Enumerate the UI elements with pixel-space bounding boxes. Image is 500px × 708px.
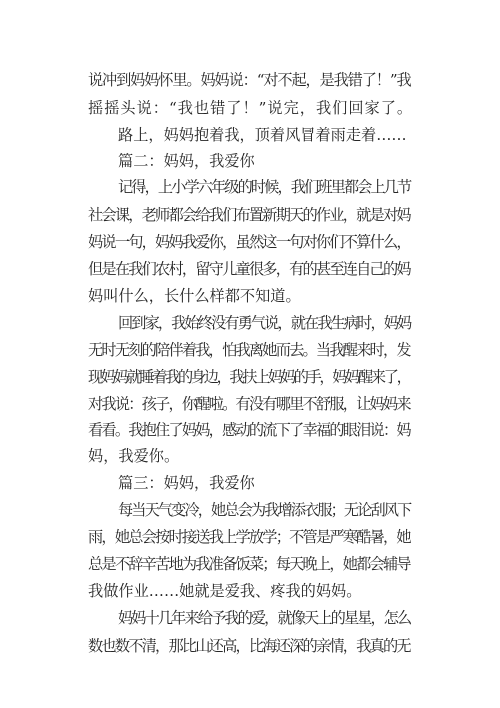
text-line: 妈说一句，妈妈我爱你，虽然这一句对你们不算什么，: [88, 233, 410, 251]
text-line: 妈叫什么，长什么样都不知道。: [88, 287, 301, 305]
text-line: 但是在我们农村，留守儿童很多，有的甚至连自己的妈: [88, 260, 410, 278]
text-line: 看看。我抱住了妈妈，感动的流下了幸福的眼泪说：妈: [88, 421, 410, 439]
text-line: 现妈妈就睡着我的身边，我扶上妈妈的手，妈妈醒来了，: [88, 368, 410, 386]
text-line: 妈妈十几年来给予我的爱，就像天上的星星，怎么: [118, 609, 411, 627]
text-line: 路上，妈妈抱着我，顶着风冒着雨走着……: [118, 126, 407, 144]
text-line: 回到家，我始终没有勇气说，就在我生病时，妈妈: [118, 314, 411, 332]
text-line: 摇摇头说：“我也错了！”说完，我们回家了。: [88, 99, 414, 117]
section-heading: 篇三：妈妈，我爱你: [118, 474, 255, 492]
text-line: 对我说：孩子，你醒啦。有没有哪里不舒服，让妈妈来: [88, 395, 410, 413]
text-line: 社会课，老师都会给我们布置新期天的作业，就是对妈: [88, 206, 410, 224]
text-line: 总是不辞辛苦地为我准备饭菜；每天晚上，她都会辅导: [88, 555, 410, 573]
text-line: 雨，她总会按时接送我上学放学；不管是严寒酷暑，她: [88, 528, 410, 546]
text-line: 无时无刻的陪伴着我，怕我离她而去。当我醒来时，发: [88, 341, 410, 359]
text-line: 数也数不清，那比山还高，比海还深的亲情，我真的无: [88, 637, 410, 655]
text-line: 妈，我爱你。: [88, 447, 180, 465]
text-line: 记得，上小学六年级的时候，我们班里都会上几节: [118, 178, 411, 196]
text-line: 每当天气变冷，她总会为我增添衣服；无论刮风下: [118, 501, 411, 519]
text-line: 我做作业……她就是爱我、疼我的妈妈。: [88, 582, 362, 600]
section-heading: 篇二：妈妈，我爱你: [118, 152, 255, 170]
text-line: 说冲到妈妈怀里。妈妈说：“对不起，是我错了！”我: [88, 71, 411, 89]
